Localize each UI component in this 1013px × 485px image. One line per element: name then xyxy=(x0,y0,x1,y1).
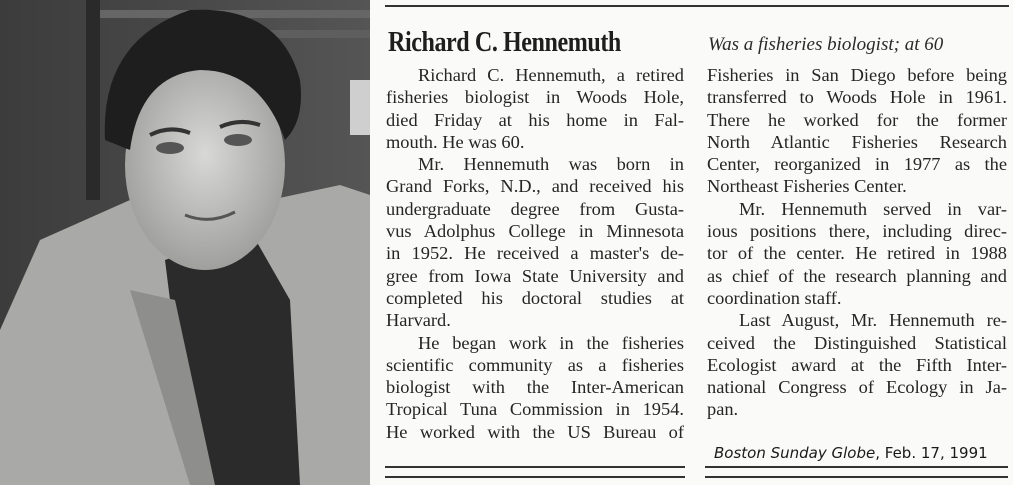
article-text-line: He worked with the US Bureau of xyxy=(386,421,684,442)
article-text-line: Richard C. Hennemuth, a retired xyxy=(418,65,684,85)
article-text-line: gree from Iowa State University and xyxy=(386,265,684,286)
article-column-2 xyxy=(707,64,1007,421)
article-text-line: Ecologist award at the Fifth Inter- xyxy=(707,354,1007,375)
source-credit xyxy=(714,444,988,462)
article-text-line: vus Adolphus College in Minnesota xyxy=(386,221,684,242)
shelf-post xyxy=(86,0,100,200)
right-eye xyxy=(224,134,252,146)
article-text-line: ious positions there, including direc- xyxy=(707,221,1007,242)
article-text-line: as chief of the research planning and xyxy=(707,265,1007,286)
article-text-line: fisheries biologist in Woods Hole, xyxy=(386,87,684,108)
publication-name: Boston Sunday Globe xyxy=(714,444,876,462)
article-text-line: There he worked for the former xyxy=(707,109,1007,130)
article-text-line: Fisheries in San Diego before being xyxy=(707,65,1007,85)
article-column-1 xyxy=(386,64,684,443)
shelf xyxy=(270,30,370,38)
article-text-line: Tropical Tuna Commission in 1954. xyxy=(386,399,684,420)
article-text-line: scientific community as a fisheries xyxy=(386,354,684,375)
publication-date: , Feb. 17, 1991 xyxy=(875,444,988,462)
article-text-line: in 1952. He received a master's de- xyxy=(386,243,684,264)
article-text-line: Center, reorganized in 1977 as the xyxy=(707,154,1007,175)
bottom-rule-col2-upper xyxy=(705,466,1008,468)
article-text-line: ceived the Distinguished Statistical xyxy=(707,332,1007,353)
portrait-illustration xyxy=(0,0,370,485)
bottom-rule-col1-upper xyxy=(385,466,685,468)
article-text-line: Mr. Hennemuth served in var- xyxy=(739,198,1007,219)
article-text-line: Mr. Hennemuth was born in xyxy=(418,154,684,175)
article-text-line: pan. xyxy=(707,399,739,420)
bottom-rule-col2-lower xyxy=(705,476,1008,478)
article-text-line: biologist with the Inter-American xyxy=(386,377,684,398)
bottom-rule-col1-lower xyxy=(385,476,685,478)
article-text-line: undergraduate degree from Gusta- xyxy=(386,198,684,219)
article-text-line: Last August, Mr. Hennemuth re- xyxy=(739,310,1007,331)
article-text-line: completed his doctoral studies at xyxy=(386,287,684,308)
article-text-line: mouth. He was 60. xyxy=(386,131,525,152)
article-text-line: national Congress of Ecology in Ja- xyxy=(707,377,1007,398)
article-text-line: He began work in the fisheries xyxy=(418,332,684,353)
left-eye xyxy=(156,142,184,154)
portrait-photo xyxy=(0,0,370,485)
article-text-line: North Atlantic Fisheries Research xyxy=(707,131,1007,152)
paper-on-shelf xyxy=(350,80,370,135)
article-text-line: Grand Forks, N.D., and received his xyxy=(386,176,684,197)
article-text-line: coordination staff. xyxy=(707,287,842,308)
article-text-line: Harvard. xyxy=(386,310,451,331)
article-text-line: tor of the center. He retired in 1988 xyxy=(707,243,1007,264)
top-rule xyxy=(385,5,1009,7)
article-text-line: Northeast Fisheries Center. xyxy=(707,176,907,197)
newspaper-clipping xyxy=(370,0,1013,485)
article-text-line: transferred to Woods Hole in 1961. xyxy=(707,87,1007,108)
article-subhead: Was a fisheries biologist; at 60 xyxy=(708,34,944,55)
article-headline: Richard C. Hennemuth xyxy=(388,27,621,58)
article-text-line: died Friday at his home in Fal- xyxy=(386,109,684,130)
